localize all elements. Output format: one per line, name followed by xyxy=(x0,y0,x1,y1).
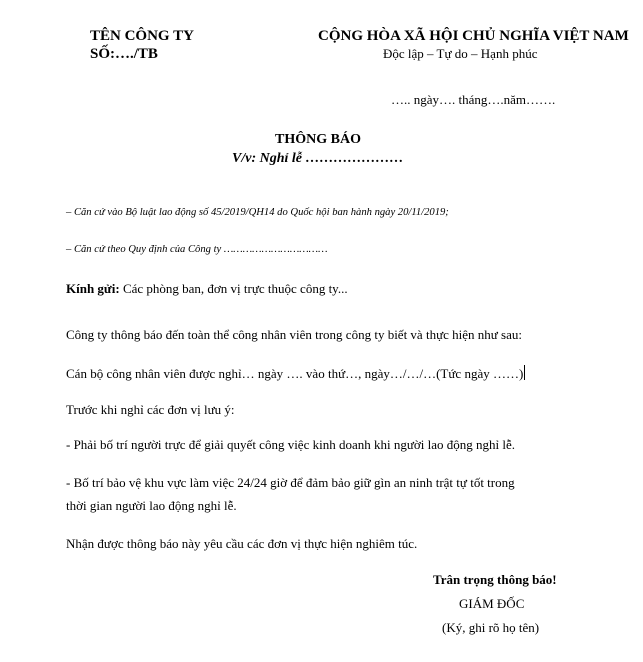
signature-note: (Ký, ghi rõ họ tên) xyxy=(442,620,540,635)
legal-basis-1: – Căn cứ vào Bộ luật lao động số 45/2019/QH14 do Quốc hội ban hành ngày 20/11/2019; xyxy=(66,207,449,218)
leave-details-line[interactable] xyxy=(66,365,525,380)
instruction-point-1: - Phải bố trí người trực để giải quyết công việc kinh doanh khi người lao động nghỉ lễ. xyxy=(66,437,516,452)
closing-request: Nhận được thông báo này yêu cầu các đơn vị thực hiện nghiêm túc. xyxy=(66,536,418,551)
text-cursor xyxy=(524,365,525,380)
recipient-label: Kính gửi: xyxy=(66,281,120,296)
recipient-line xyxy=(66,282,348,295)
country-name: CỘNG HÒA XÃ HỘI CHỦ NGHĨA VIỆT NAM xyxy=(318,28,629,44)
national-motto: Độc lập – Tự do – Hạnh phúc xyxy=(383,46,538,61)
regards-line: Trân trọng thông báo! xyxy=(433,572,557,587)
leave-details-text: Cán bộ công nhân viên được nghỉ… ngày …. vào thứ…, ngày…/…/…(Tức ngày ……) xyxy=(66,366,524,381)
date-line: ….. ngày…. tháng….năm……. xyxy=(391,92,556,107)
body-intro: Công ty thông báo đến toàn thể công nhân viên trong công ty biết và thực hiện như sau: xyxy=(66,327,523,342)
document-number: SỐ:…./TB xyxy=(90,46,158,62)
signer-position: GIÁM ĐỐC xyxy=(459,596,525,611)
legal-basis-2: – Căn cứ theo Quy định của Công ty …………………………… xyxy=(66,244,328,255)
document-title: THÔNG BÁO xyxy=(275,132,361,147)
instruction-point-2-line-2: thời gian người lao động nghỉ lễ. xyxy=(66,498,237,513)
document-subject: V/v: Nghỉ lễ ………………… xyxy=(232,151,404,166)
company-name: TÊN CÔNG TY xyxy=(90,28,194,44)
before-leave-note: Trước khi nghỉ các đơn vị lưu ý: xyxy=(66,402,235,417)
instruction-point-2-line-1: - Bố trí bảo vệ khu vực làm việc 24/24 giờ để đảm bảo giữ gìn an ninh trật tự tốt trong xyxy=(66,475,515,490)
recipient-text: Các phòng ban, đơn vị trực thuộc công ty... xyxy=(119,281,348,296)
